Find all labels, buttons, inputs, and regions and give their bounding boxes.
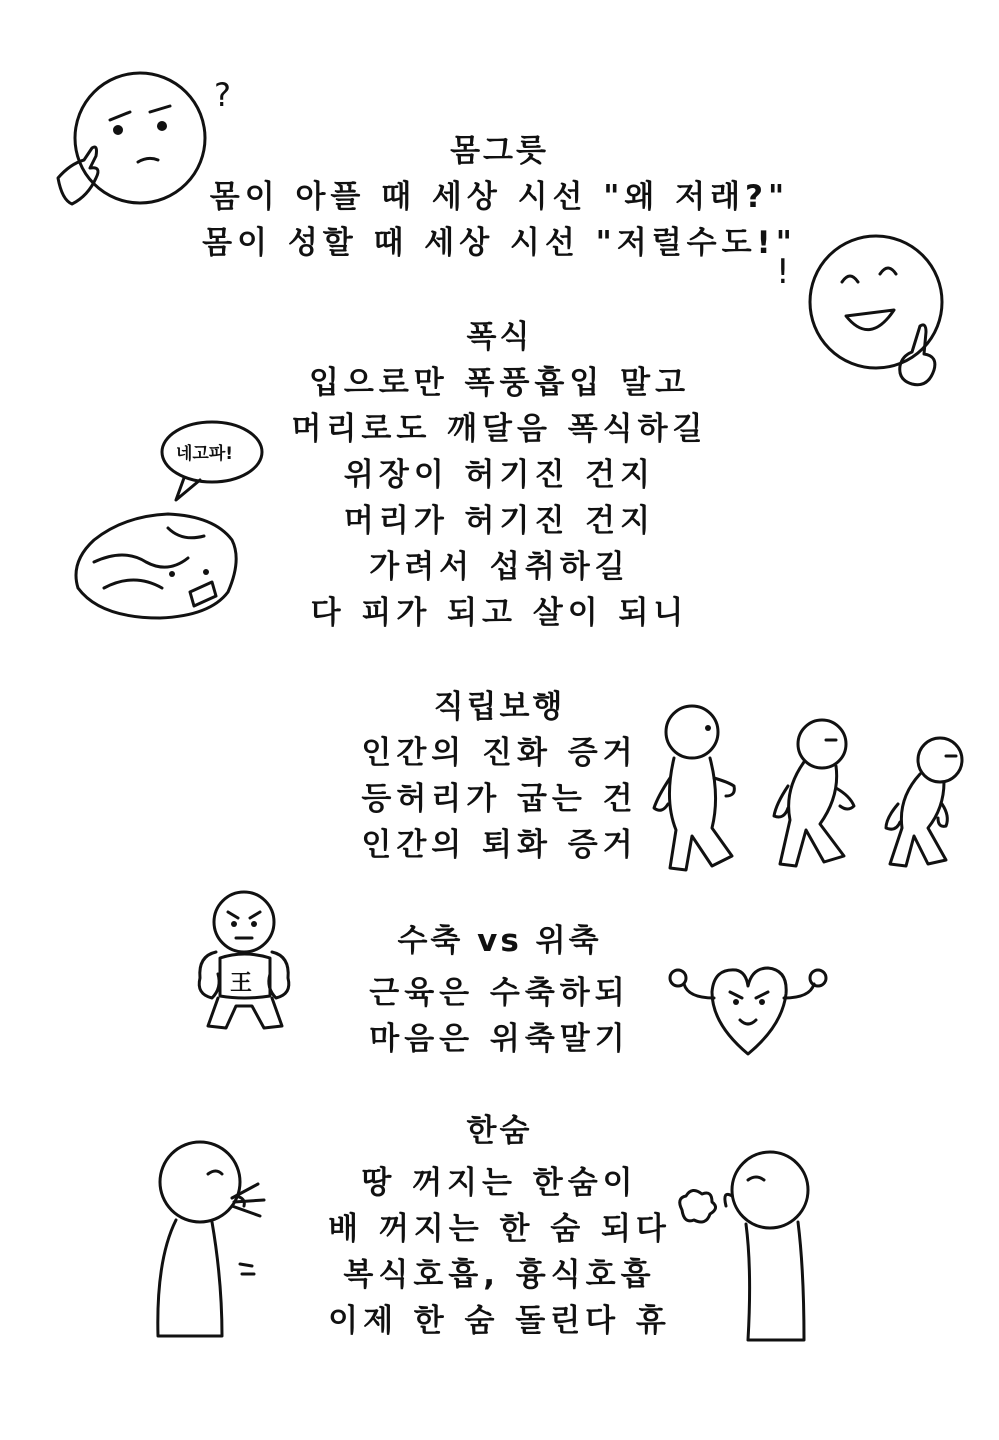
- poem-title: 한숨: [466, 1113, 533, 1149]
- poem-title: 폭식: [466, 319, 533, 355]
- poem-title: 몸그릇: [450, 133, 549, 169]
- happy-face-illustration: [770, 222, 970, 402]
- speech-bubble-text: 네고파!: [176, 444, 234, 464]
- question-mark: ?: [214, 76, 231, 114]
- poem-suchuk-vs-wichuk: [0, 918, 999, 1062]
- brain-illustration: [64, 412, 264, 642]
- poem-line: 복식호흡, 흉식호흡: [343, 1257, 656, 1293]
- poem-line: 몸이 아플 때 세상 시선 "왜 저래?": [209, 179, 790, 215]
- poem-line: 인간의 퇴화 증거: [361, 827, 638, 863]
- poem-line: 배 꺼지는 한 숨 되다: [328, 1211, 671, 1247]
- poem-line: 가려서 섭취하길: [369, 549, 630, 585]
- puzzled-face-illustration: [40, 60, 260, 220]
- poem-line: 입으로만 폭풍흡입 말고: [308, 365, 691, 401]
- belt-mark: 王: [230, 971, 253, 996]
- sighing-person-left-illustration: [148, 1140, 278, 1340]
- poem-title: 수축 vs 위축: [397, 923, 602, 959]
- evolution-walkers-illustration: [640, 700, 980, 880]
- poem-line: 다 피가 되고 살이 되니: [310, 595, 689, 631]
- poem-line: 인간의 진화 증거: [361, 735, 638, 771]
- muscle-man-illustration: [186, 886, 316, 1050]
- poem-line: 마음은 위축말기: [369, 1021, 630, 1057]
- poem-line: 등허리가 굽는 건: [361, 781, 638, 817]
- poem-line: 이제 한 숨 돌린다 휴: [328, 1303, 671, 1339]
- poem-line: 근육은 수축하되: [369, 975, 630, 1011]
- poem-line: 위장이 허기진 건지: [343, 457, 656, 493]
- poem-line: 머리로도 깨달음 폭식하길: [291, 411, 708, 447]
- poem-title: 직립보행: [433, 689, 566, 725]
- exclamation-mark: !: [776, 252, 790, 292]
- heart-illustration: [660, 958, 830, 1062]
- poem-line: 땅 꺼지는 한숨이: [361, 1165, 638, 1201]
- poem-line: 머리가 허기진 건지: [343, 503, 656, 539]
- sighing-person-right-illustration: [672, 1150, 832, 1350]
- poem-line: 몸이 성할 때 세상 시선 "저럴수도!": [202, 225, 797, 261]
